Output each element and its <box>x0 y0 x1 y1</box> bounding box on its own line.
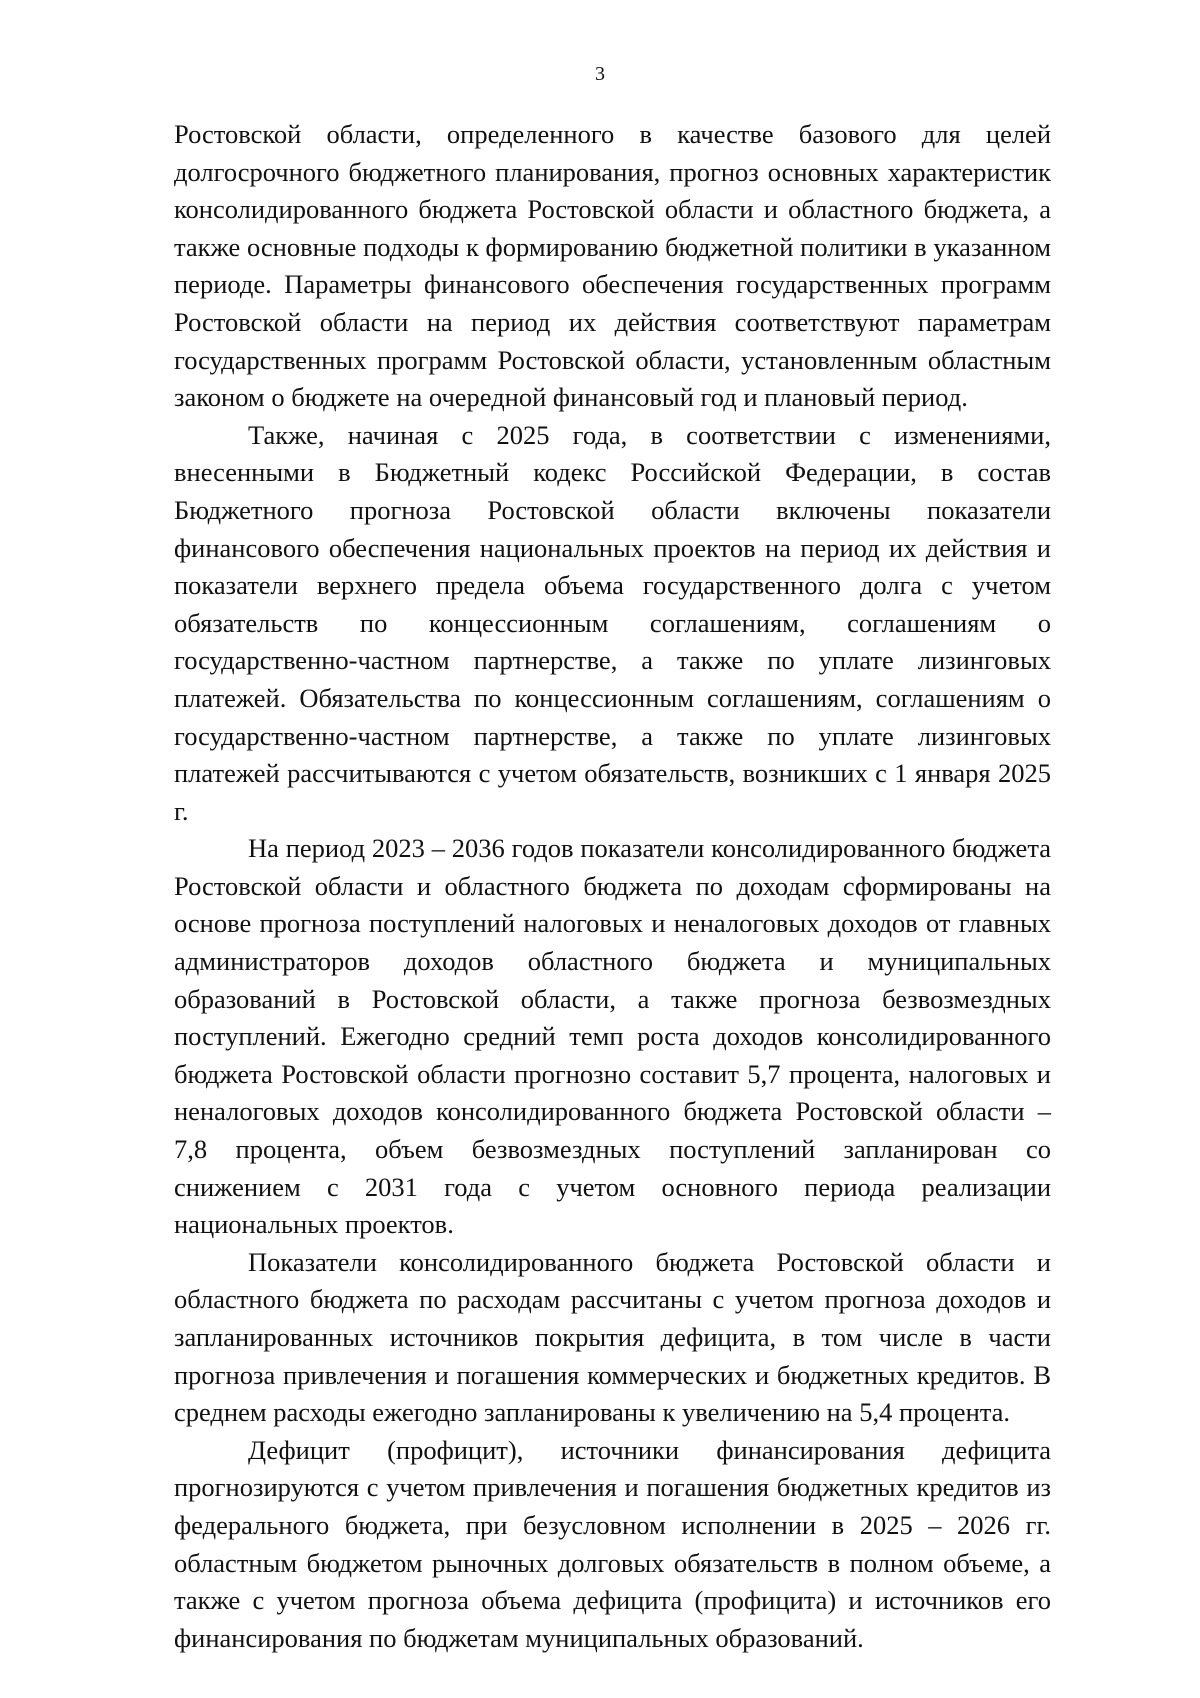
page-number: 3 <box>595 63 605 85</box>
document-body <box>174 116 1051 1657</box>
paragraph-revenues: На период 2023 – 2036 годов показатели консолидированного бюджета Ростовской области и областного бюджета по доходам сформированы на основе прогноза поступлений налоговых и неналоговых доходов от главных администраторов доходов областного бюджета и муниципальных образований в Ростовской области, а также прогноза безвозмездных поступлений. Ежегодно средний темп роста доходов консолидированного бюджета Ростовской области прогнозно составит 5,7 процента, налоговых и неналоговых доходов консолидированного бюджета Ростовской области – 7,8 процента, объем безвозмездных поступлений запланирован со снижением с 2031 года с учетом основного периода реализации национальных проектов. <box>174 833 1051 1240</box>
paragraph-deficit: Дефицит (профицит), источники финансирования дефицита прогнозируются с учетом привлечения и погашения бюджетных кредитов из федерального бюджета, при безусловном исполнении в 2025 – 2026 гг. областным бюджетом рыночных долговых обязательств в полном объеме, а также с учетом прогноза объема дефицита (профицита) и источников его финансирования по бюджетам муниципальных образований. <box>174 1434 1051 1653</box>
paragraph-expenditures: Показатели консолидированного бюджета Ростовской области и областного бюджета по расходам рассчитаны с учетом прогноза доходов и запланированных источников покрытия дефицита, в том числе в части прогноза привлечения и погашения коммерческих и бюджетных кредитов. В среднем расходы ежегодно запланированы к увеличению на 5,4 процента. <box>174 1246 1051 1428</box>
paragraph-national-projects: Также, начиная с 2025 года, в соответствии с изменениями, внесенными в Бюджетный кодекс Российской Федерации, в состав Бюджетного прогноза Ростовской области включены показатели финансового обеспечения национальных проектов на период их действия и показатели верхнего предела объема государственного долга с учетом обязательств по концессионным соглашениям, соглашениям о государственно-частном партнерстве, а также по уплате лизинговых платежей. Обязательства по концессионным соглашениям, соглашениям о государственно-частном партнерстве, а также по уплате лизинговых платежей рассчитываются с учетом обязательств, возникших с 1 января 2025 г. <box>174 419 1051 826</box>
paragraph-continuation: Ростовской области, определенного в качестве базового для целей долгосрочного бюджетного планирования, прогноз основных характеристик консолидированного бюджета Ростовской области и областного бюджета, а также основные подходы к формированию бюджетной политики в указанном периоде. Параметры финансового обеспечения государственных программ Ростовской области на период их действия соответствуют параметрам государственных программ Ростовской области, установленным областным законом о бюджете на очередной финансовый год и плановый период. <box>174 119 1051 413</box>
